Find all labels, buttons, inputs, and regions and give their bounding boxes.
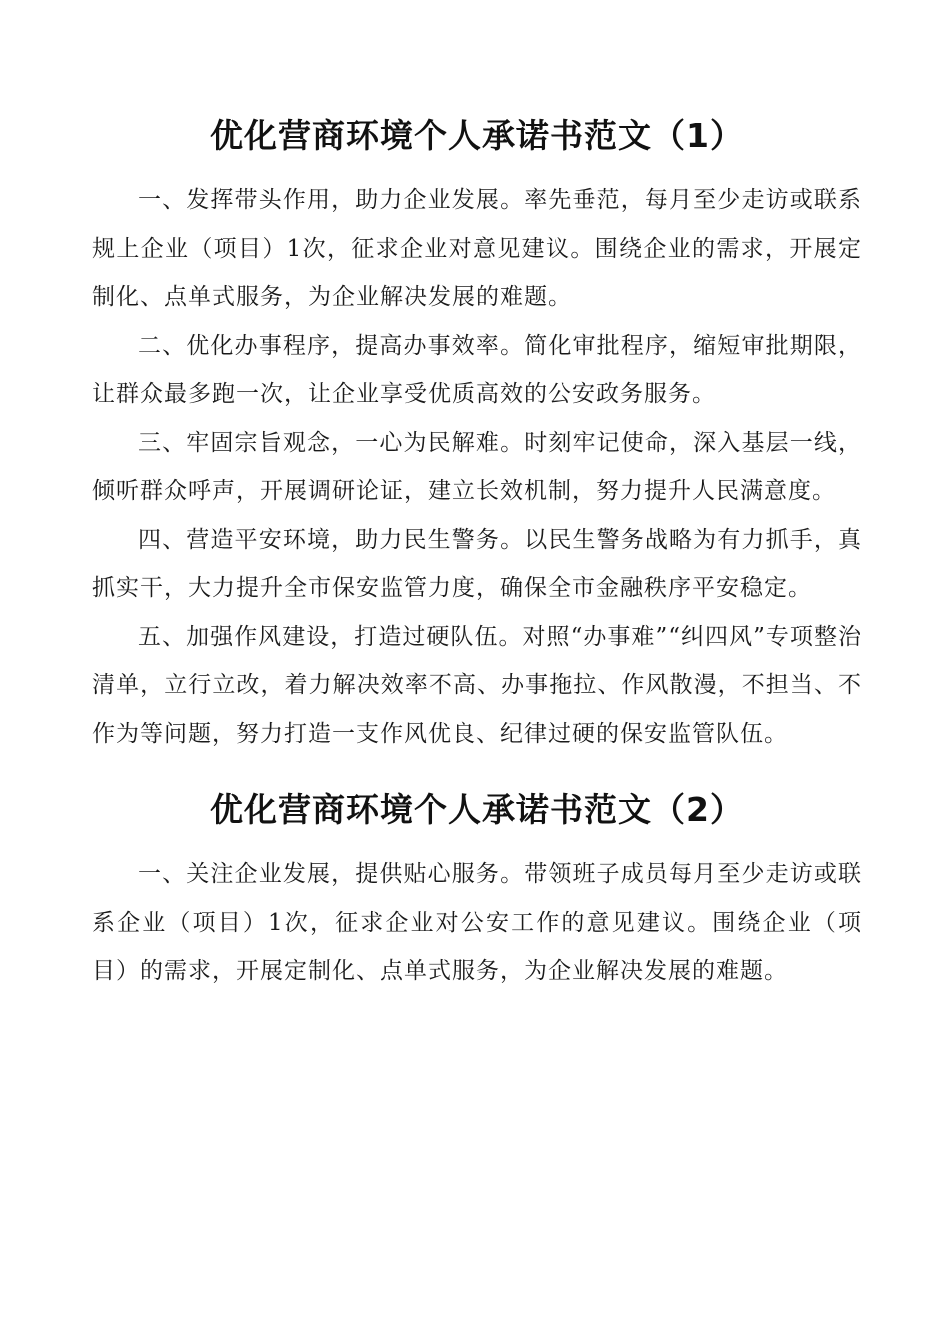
document-title-2: 优化营商环境个人承诺书范文（2） xyxy=(210,790,744,829)
paragraph: 一、关注企业发展，提供贴心服务。带领班子成员每月至少走访或联系企业（项目）1次，征求企业对公安工作的意见建议。围绕企业（项目）的需求，开展定制化、点单式服务，为企业解决发展的难题。 xyxy=(92,861,862,984)
paragraph: 三、牢固宗旨观念，一心为民解难。时刻牢记使命，深入基层一线，倾听群众呼声，开展调研论证，建立长效机制，努力提升人民满意度。 xyxy=(92,429,862,504)
document-title-1: 优化营商环境个人承诺书范文（1） xyxy=(210,116,744,155)
paragraph: 五、加强作风建设，打造过硬队伍。对照“办事难”“纠四风”专项整治清单，立行立改，着力解决效率不高、办事拖拉、作风散漫，不担当、不作为等问题，努力打造一支作风优良、纪律过硬的保安监管队伍。 xyxy=(92,623,862,747)
paragraph: 一、发挥带头作用，助力企业发展。率先垂范，每月至少走访或联系规上企业（项目）1次，征求企业对意见建议。围绕企业的需求，开展定制化、点单式服务，为企业解决发展的难题。 xyxy=(92,187,862,310)
paragraph: 二、优化办事程序，提高办事效率。简化审批程序，缩短审批期限，让群众最多跑一次，让企业享受优质高效的公安政务服务。 xyxy=(92,332,862,407)
paragraph: 四、营造平安环境，助力民生警务。以民生警务战略为有力抓手，真抓实干，大力提升全市保安监管力度，确保全市金融秩序平安稳定。 xyxy=(92,526,862,601)
document-page xyxy=(92,110,862,996)
section-2-body xyxy=(92,850,862,996)
section-1-body xyxy=(92,176,862,758)
